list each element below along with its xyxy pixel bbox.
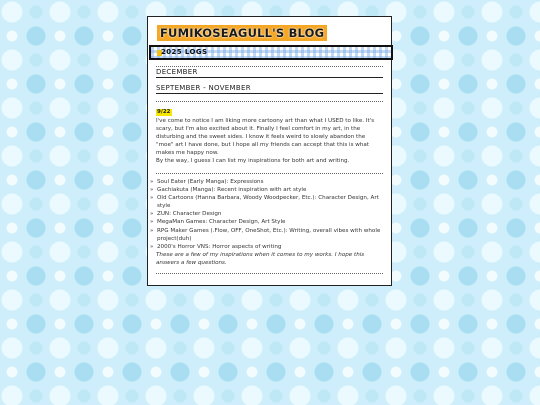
bullet-icon: » [150, 211, 154, 218]
bullet-icon: » [150, 195, 154, 202]
list-item-text: MegaMan Games: Character Design, Art Style [157, 219, 286, 226]
list-item-text: 2000's Horror VNS: Horror aspects of writing [157, 243, 282, 250]
list-item [150, 218, 385, 226]
list-item [150, 227, 385, 243]
logs-bar[interactable] [149, 45, 393, 60]
list-item-text: Soul Eater (Early Manga): Expressions [157, 179, 264, 185]
section-september-november[interactable]: SEPTEMBER - NOVEMBER [156, 84, 383, 94]
bullet-icon: » [150, 187, 154, 194]
blog-title: FUMIKOSEAGULL'S BLOG [157, 25, 327, 41]
list-item-text: Gachiakuta (Manga): Recent inspiration with art style [157, 187, 307, 194]
bullet-icon: » [150, 179, 154, 185]
logs-bar-label: 2025 LOGS [161, 48, 208, 56]
list-item [150, 210, 385, 218]
entry-paragraph: I've come to notice I am liking more cartoony art than what I USED to like. It's scary, but I'm also excited about it. Finally I feel comfort in my art, in the disturbing and the sweet sides. I know it feels weird to slowly abandon the "moe" art I have done, but I hope all my friends can accept that this is what makes me happy now. [156, 118, 375, 157]
list-item-text: ZUN: Character Design [157, 211, 222, 218]
divider [156, 173, 383, 174]
bullet-icon: » [150, 219, 154, 226]
inspiration-note: These are a few of my inspirations when it comes to my works. I hope this answers a few questions. [156, 252, 365, 267]
entry-date-badge: 9/22 [157, 109, 171, 115]
entry-body [156, 117, 383, 166]
list-item [150, 178, 385, 186]
blog-panel [147, 16, 392, 286]
divider [156, 101, 383, 102]
bullet-icon: » [150, 227, 154, 234]
list-item-text: Old Cartoons (Hanna Barbara, Woody Woodpecker, Etc.): Character Design, Art style [157, 195, 379, 210]
divider [156, 66, 383, 67]
section-december[interactable]: DECEMBER [156, 68, 383, 78]
list-item [150, 194, 385, 210]
list-item [150, 243, 385, 251]
entry-paragraph: By the way, I guess I can list my inspirations for both art and writing. [156, 158, 350, 165]
divider [156, 273, 383, 274]
list-item-text: RPG Maker Games (.Flow, OFF, OneShot, Etc.): Writing, overall vibes with whole project(duh) [157, 227, 381, 242]
bullet-icon: » [150, 243, 154, 250]
inspiration-list [150, 178, 385, 251]
list-item [150, 186, 385, 194]
